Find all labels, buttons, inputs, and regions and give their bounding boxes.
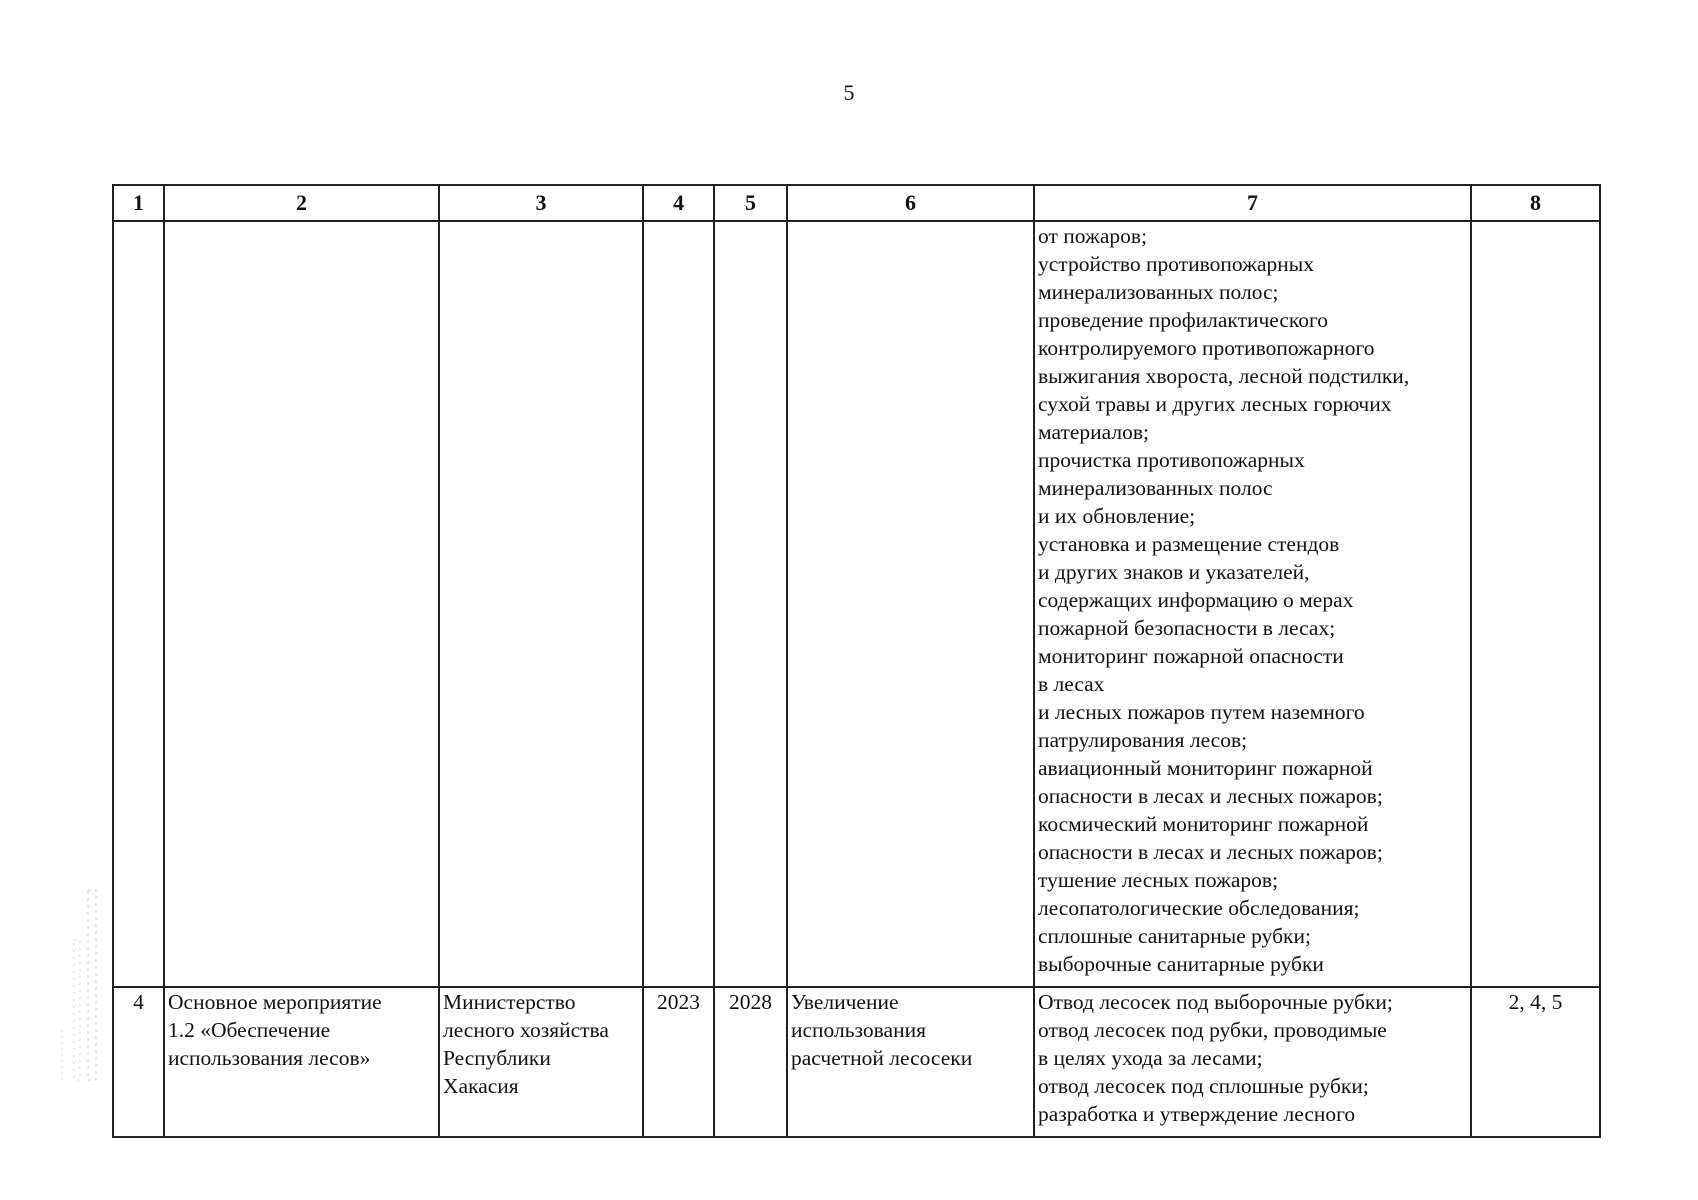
row1-indicators-cell [1471,221,1600,987]
header-col-4: 4 [643,185,714,221]
row2-activities-cell [1034,987,1471,1137]
activity-line: минерализованных полос; [1038,280,1279,304]
row2-start-year-cell: 2023 [643,987,714,1137]
activity-line: лесопатологические обследования; [1038,896,1360,920]
page-number: 5 [843,80,855,105]
activity-line: пожарной безопасности в лесах; [1038,616,1336,640]
row1-result-cell [787,221,1034,987]
activity-line: сплошные санитарные рубки; [1038,924,1311,948]
executor-line: Министерство [443,990,576,1014]
executor-line: Республики [443,1046,551,1070]
event-line: 1.2 «Обеспечение [168,1018,331,1042]
activity-line: отвод лесосек под рубки, проводимые [1038,1018,1387,1042]
row2-result-cell [787,987,1034,1137]
table-row [113,221,1600,987]
activity-line: патрулирования лесов; [1038,728,1248,752]
activity-line: и лесных пожаров путем наземного [1038,700,1365,724]
activity-line: сухой травы и других лесных горючих [1038,392,1392,416]
activity-line: материалов; [1038,420,1149,444]
row2-event-cell [164,987,439,1137]
activity-line: и других знаков и указателей, [1038,560,1310,584]
header-col-8: 8 [1471,185,1600,221]
header-row [113,185,1600,221]
activity-line: тушение лесных пожаров; [1038,868,1279,892]
result-line: Увеличение [791,990,899,1014]
activity-line: проведение профилактического [1038,308,1329,332]
row1-activities-cell [1034,221,1471,987]
event-line: Основное мероприятие [168,990,382,1014]
activity-line: отвод лесосек под сплошные рубки; [1038,1074,1369,1098]
activity-line: в лесах [1038,672,1105,696]
activity-line: минерализованных полос [1038,476,1273,500]
margin-stamp [58,880,102,1090]
program-table [112,184,1601,1138]
activity-line: космический мониторинг пожарной [1038,812,1369,836]
activity-line: опасности в лесах и лесных пожаров; [1038,784,1383,808]
activity-line: содержащих информацию о мерах [1038,588,1354,612]
activity-line: в целях ухода за лесами; [1038,1046,1263,1070]
activity-line: и их обновление; [1038,504,1196,528]
executor-line: лесного хозяйства [443,1018,609,1042]
row1-number-cell [113,221,164,987]
row1-end-year-cell [714,221,787,987]
activity-line: выжигания хвороста, лесной подстилки, [1038,364,1410,388]
activity-line: опасности в лесах и лесных пожаров; [1038,840,1383,864]
row1-event-cell [164,221,439,987]
table-row [113,987,1600,1137]
activity-line: установка и размещение стендов [1038,532,1340,556]
header-col-5: 5 [714,185,787,221]
row1-start-year-cell [643,221,714,987]
row2-indicators-cell: 2, 4, 5 [1471,987,1600,1137]
result-line: расчетной лесосеки [791,1046,973,1070]
activity-line: устройство противопожарных [1038,252,1314,276]
activity-line: разработка и утверждение лесного [1038,1102,1356,1126]
activity-line: прочистка противопожарных [1038,448,1305,472]
result-line: использования [791,1018,926,1042]
header-col-3: 3 [439,185,643,221]
activity-line: контролируемого противопожарного [1038,336,1375,360]
row2-executor-cell [439,987,643,1137]
executor-line: Хакасия [443,1074,519,1098]
row1-executor-cell [439,221,643,987]
header-col-6: 6 [787,185,1034,221]
activity-line: Отвод лесосек под выборочные рубки; [1038,990,1393,1014]
activity-line: авиационный мониторинг пожарной [1038,756,1373,780]
header-col-7: 7 [1034,185,1471,221]
event-line: использования лесов» [168,1046,371,1070]
activity-line: мониторинг пожарной опасности [1038,644,1344,668]
row2-end-year-cell: 2028 [714,987,787,1137]
activity-line: выборочные санитарные рубки [1038,952,1324,976]
row2-number-cell: 4 [113,987,164,1137]
activity-line: от пожаров; [1038,224,1147,248]
header-col-2: 2 [164,185,439,221]
header-col-1: 1 [113,185,164,221]
